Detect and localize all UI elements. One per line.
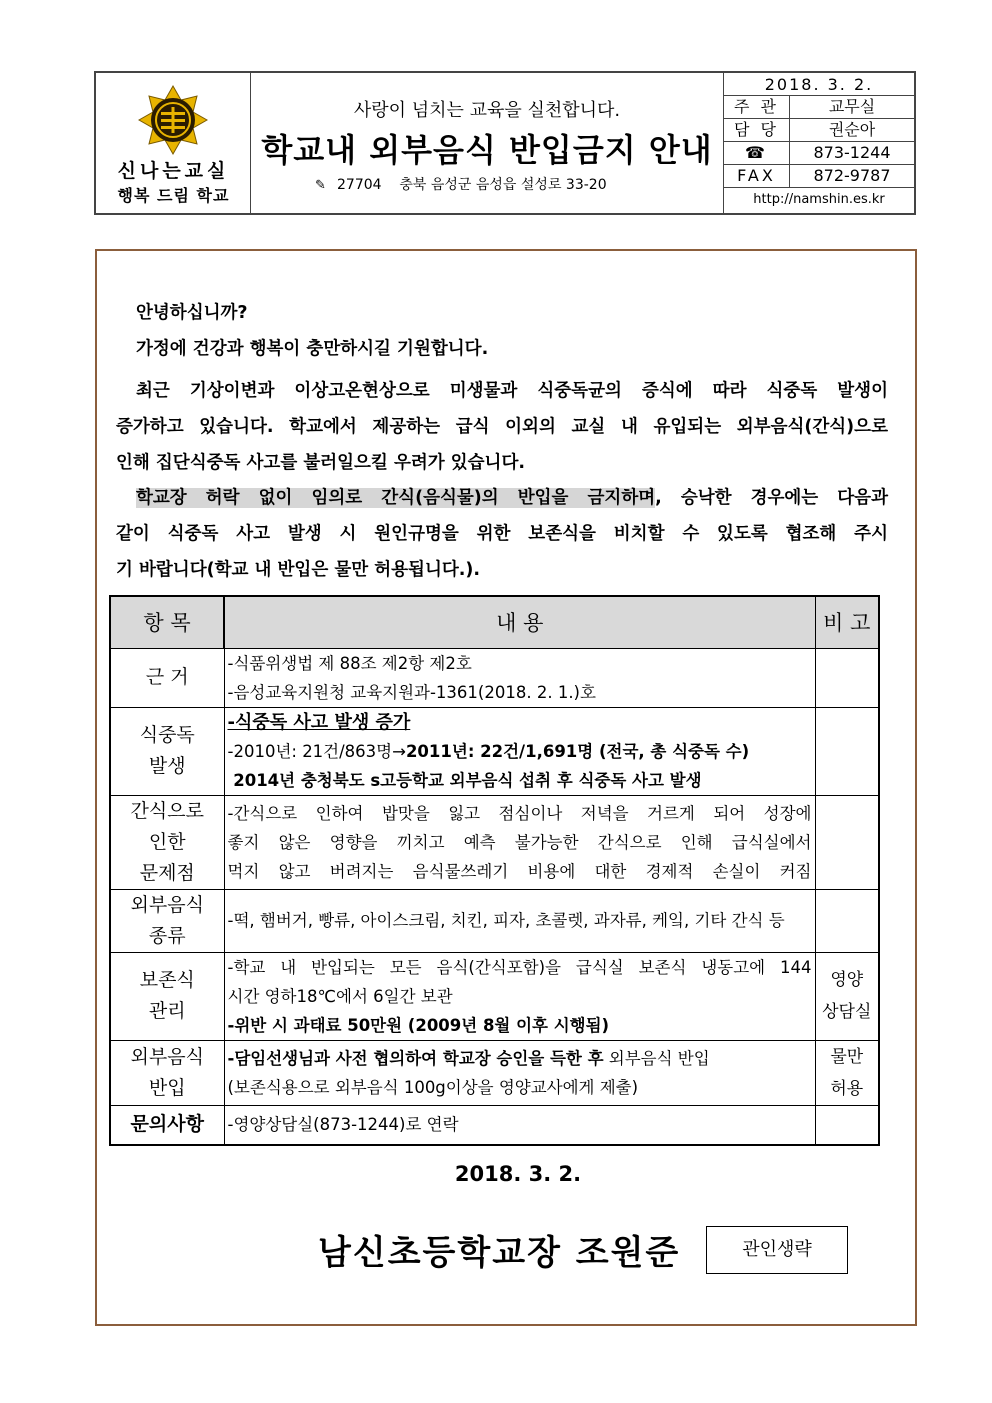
content-line <box>228 1044 812 1073</box>
row-label <box>110 795 224 889</box>
row-label <box>110 952 224 1040</box>
contact-info-box <box>723 73 914 213</box>
content-line: 시간 영하18℃에서 6일간 보관 <box>227 986 453 1006</box>
row-note <box>815 1105 879 1145</box>
info-value: 873-1244 <box>813 143 891 162</box>
paragraph-background <box>116 373 888 481</box>
school-motto-line2: 행복 드림 학교 <box>117 186 230 205</box>
row-note <box>815 952 879 1040</box>
paragraph-text: , 승낙한 경우에는 다음과 <box>655 488 888 508</box>
content-line: 먹지 않고 버려지는 음식물쓰레기 비용에 대한 경제적 손실이 커짐 <box>227 861 812 881</box>
row-label-line: 인한 <box>148 830 186 853</box>
greeting <box>116 295 888 367</box>
row-content <box>224 707 815 795</box>
info-key: 담 당 <box>724 119 790 141</box>
info-row-phone <box>724 142 914 165</box>
note-line: 상담실 <box>822 1002 872 1022</box>
row-label-line: 관리 <box>148 1000 186 1022</box>
highlighted-prohibition: 학교장 허락 없이 임의로 간식(음식물)의 반입을 금지하며 <box>136 488 656 508</box>
info-row-manager <box>724 119 914 142</box>
note-line: 허용 <box>830 1078 864 1099</box>
row-label-line: 문제점 <box>139 861 195 884</box>
row-label-line: 간식으로 <box>130 799 204 822</box>
paragraph-line: 인해 집단식중독 사고를 불러일으킬 우려가 있습니다. <box>116 453 526 473</box>
table-row <box>110 1105 879 1145</box>
row-note <box>815 1040 879 1105</box>
letterhead <box>94 71 916 215</box>
table-row <box>110 707 879 795</box>
row-note <box>815 889 879 952</box>
row-content <box>224 1040 815 1105</box>
header-title-area <box>251 73 723 213</box>
content-text-bold: -담임선생님과 사전 협의하여 학교장 승인을 득한 후 <box>227 1048 604 1068</box>
info-row-fax <box>724 165 914 188</box>
column-header-item: 항 목 <box>110 596 224 648</box>
content-line: 2014년 충청북도 s고등학교 외부음식 섭취 후 식중독 사고 발생 <box>227 770 702 790</box>
row-note <box>815 795 879 889</box>
info-value: 권순아 <box>828 120 876 139</box>
content-text-bold: 2011년: 22건/1,691명 (전국, 총 식중독 수) <box>405 741 750 761</box>
row-label <box>110 707 224 795</box>
content-line <box>228 737 812 766</box>
info-key: FAX <box>724 165 790 187</box>
paragraph-request <box>116 480 888 588</box>
row-content <box>224 795 815 889</box>
content-text: 외부음식 반입 <box>603 1048 710 1068</box>
seal-omitted-box: 관인생략 <box>706 1226 848 1274</box>
content-line: -식품위생법 제 88조 제2항 제2호 <box>227 653 472 673</box>
row-label-line: 외부음식 <box>130 893 204 916</box>
greeting-line1: 안녕하십니까? <box>136 303 248 323</box>
issue-date: 2018. 3. 2. <box>724 73 914 96</box>
row-label: 근 거 <box>110 648 224 707</box>
table-row <box>110 648 879 707</box>
guideline-table <box>109 595 880 1146</box>
signature-date: 2018. 3. 2. <box>454 1162 582 1186</box>
pen-icon: ✎ <box>315 178 326 193</box>
school-motto-line1: 신나는교실 <box>117 160 230 182</box>
row-label-line: 식중독 <box>139 724 195 746</box>
school-logo-area <box>96 73 251 213</box>
note-line: 영양 <box>830 970 864 990</box>
table-header-row <box>110 596 879 648</box>
row-label-line: 발생 <box>148 755 186 777</box>
row-content: -떡, 햄버거, 빵류, 아이스크림, 치킨, 피자, 초콜렛, 과자류, 케잌, 기타 간식 등 <box>224 889 815 952</box>
school-emblem-icon <box>138 85 208 155</box>
row-label-line: 반입 <box>148 1076 186 1099</box>
paragraph-line: 최근 기상이변과 이상고온현상으로 미생물과 식중독균의 증식에 따라 식중독 발생이 <box>136 381 888 401</box>
table-row <box>110 1040 879 1105</box>
table-row <box>110 889 879 952</box>
content-line: 좋지 않은 영향을 끼치고 예측 불가능한 간식으로 인해 급식실에서 <box>227 832 812 852</box>
content-text: -2010년: 21건/863명→ <box>227 741 406 761</box>
paragraph-line <box>116 480 888 516</box>
info-value: 872-9787 <box>813 166 891 185</box>
row-content <box>224 648 815 707</box>
row-label-line: 외부음식 <box>130 1045 204 1068</box>
content-line: -위반 시 과태료 50만원 (2009년 8월 이후 시행됨) <box>227 1015 610 1035</box>
document-title: 학교내 외부음식 반입금지 안내 <box>261 131 713 169</box>
column-header-content: 내 용 <box>224 596 815 648</box>
row-note <box>815 648 879 707</box>
row-content <box>224 952 815 1040</box>
row-content: -영양상담실(873-1244)로 연락 <box>224 1105 815 1145</box>
school-address <box>315 174 607 194</box>
table-row <box>110 795 879 889</box>
row-label-line: 종류 <box>148 924 186 947</box>
content-heading: -식중독 사고 발생 증가 <box>227 711 411 733</box>
phone-icon: ☎ <box>724 142 790 164</box>
school-website-link[interactable]: http://namshin.es.kr <box>753 192 885 207</box>
row-label: 문의사항 <box>110 1105 224 1145</box>
row-note <box>815 707 879 795</box>
row-label <box>110 1040 224 1105</box>
paragraph-line: 기 바랍니다(학교 내 반입은 물만 허용됩니다.). <box>116 560 481 580</box>
content-line: -학교 내 반입되는 모든 음식(간식포함)을 급식실 보존식 냉동고에 144 <box>227 957 812 977</box>
greeting-line2: 가정에 건강과 행복이 충만하시길 기원합니다. <box>136 339 489 359</box>
address-text: 충북 음성군 음성읍 설성로 33-20 <box>399 177 607 193</box>
content-line: (보존식용으로 외부음식 100g이상을 영양교사에게 제출) <box>227 1077 639 1097</box>
info-key: 주 관 <box>724 96 790 118</box>
row-label-line: 보존식 <box>139 969 195 991</box>
school-slogan: 사랑이 넘치는 교육을 실천합니다. <box>353 100 621 121</box>
paragraph-line: 같이 식중독 사고 발생 시 원인규명을 위한 보존식을 비치할 수 있도록 협조해 주시 <box>116 524 888 544</box>
info-row-department <box>724 96 914 119</box>
note-line: 물만 <box>830 1046 864 1067</box>
paragraph-line: 증가하고 있습니다. 학교에서 제공하는 급식 이외의 교실 내 유입되는 외부음식(간식)으로 <box>116 417 888 437</box>
column-header-note: 비 고 <box>815 596 879 648</box>
table-row <box>110 952 879 1040</box>
row-label <box>110 889 224 952</box>
content-line: -음성교육지원청 교육지원과-1361(2018. 2. 1.)호 <box>227 682 596 702</box>
principal-signature: 남신초등학교장 조원준 <box>318 1233 681 1273</box>
info-value: 교무실 <box>828 97 876 116</box>
postal-code: 27704 <box>337 177 382 193</box>
content-line: -간식으로 인하여 밥맛을 잃고 점심이나 저녁을 거르게 되어 성장에 <box>227 803 812 823</box>
